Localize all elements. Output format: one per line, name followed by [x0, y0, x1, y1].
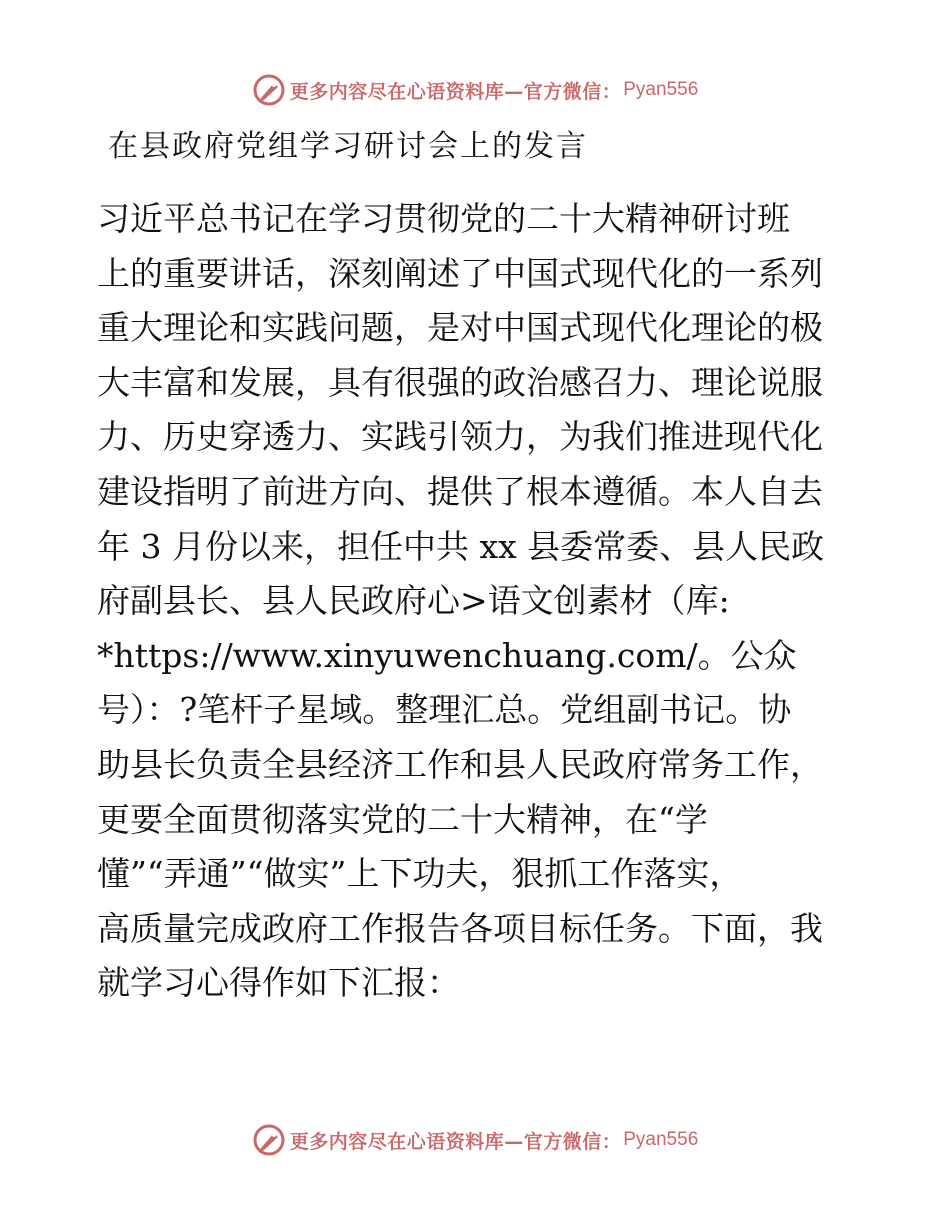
body-line: *https://www.xinyuwenchuang.com/。公众 [97, 635, 797, 675]
body-line: 懂”“弄通”“做实”上下功夫，狠抓工作落实， [97, 854, 743, 894]
header-banner [0, 70, 950, 110]
body-line: 习近平总书记在学习贯彻党的二十大精神研讨班 [97, 199, 790, 238]
banner-text: 更多内容尽在心语资料库—官方微信： [289, 1130, 622, 1153]
body-line: 年 3 月份以来，担任中共 xx 县委常委、县人民政 [97, 526, 825, 566]
body-line: 助县长负责全县经济工作和县人民政府常务工作， [97, 744, 823, 784]
footer-banner [0, 1120, 950, 1160]
body-line: 高质量完成政府工作报告各项目标任务。下面，我 [97, 908, 823, 948]
body-line: 就学习心得作如下汇报： [97, 963, 460, 1003]
banner-wechat-account: Pyan556 [623, 1129, 699, 1150]
body-line: 建设指明了前进方向、提供了根本遵循。本人自去 [97, 471, 823, 511]
document-title: 在县政府党组学习研讨会上的发言 [108, 129, 588, 164]
banner-wechat-account: Pyan556 [623, 79, 699, 100]
body-line: 大丰富和发展，具有很强的政治感召力、理论说服 [97, 362, 823, 402]
body-line: 上的重要讲话，深刻阐述了中国式现代化的一系列 [97, 253, 823, 293]
pen-nib-logo-icon [252, 73, 286, 107]
body-line: 府副县长、县人民政府心>语文创素材（库: [97, 581, 730, 621]
body-line: 重大理论和实践问题，是对中国式现代化理论的极 [97, 308, 823, 348]
banner-text: 更多内容尽在心语资料库—官方微信： [289, 80, 622, 103]
document-body [97, 192, 857, 1011]
body-line: 更要全面贯彻落实党的二十大精神，在“学 [97, 799, 708, 839]
body-line: 力、历史穿透力、实践引领力，为我们推进现代化 [97, 417, 823, 457]
pen-nib-logo-icon [252, 1123, 286, 1157]
body-line: 号）：?笔杆子星域。整理汇总。党组副书记。协 [97, 690, 792, 730]
